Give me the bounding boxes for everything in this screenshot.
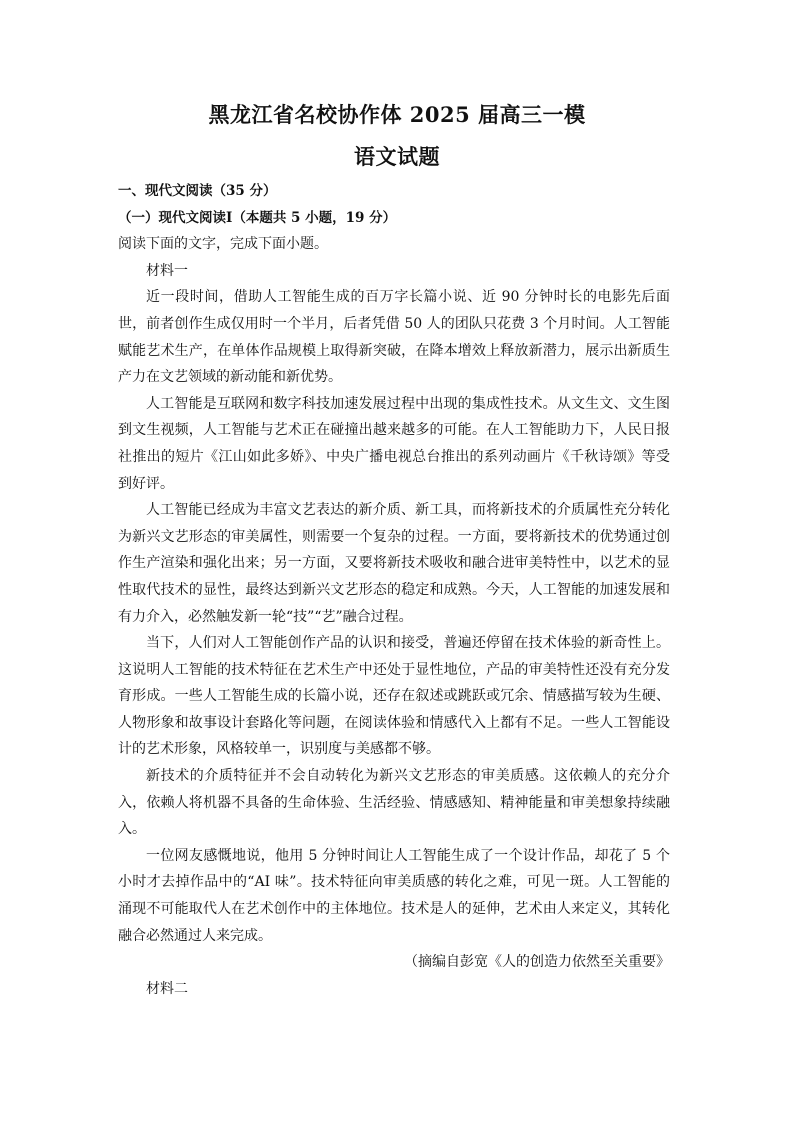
subsection-heading: （一）现代文阅读Ⅰ（本题共 5 小题，19 分） [118,209,397,226]
section-heading: 一、现代文阅读（35 分） [118,183,277,199]
paragraph: 一位网友感慨地说，他用 5 分钟时间让人工智能生成了一个设计作品，却花了 5 个小时才去掉作品中的“AI 味”。技术特征向审美质感的转化之难，可见一斑。人工智能的涌现不可能取代人在艺术创作中的主体地位。技术是人的延伸，艺术由人来定义，其转化融合必然通过人来完成。 [118,847,670,944]
paragraph: 近一段时间，借助人工智能生成的百万字长篇小说、近 90 分钟时长的电影先后面世，前者创作生成仅用时一个半月，后者凭借 50 人的团队只花费 3 个月时间。人工智能赋能艺术生产，在单体作品规模上取得新突破，在降本增效上释放新潜力，展示出新质生产力在文艺领域的新动能和新优势。 [118,289,670,386]
paragraph: 当下，人们对人工智能创作产品的认识和接受，普遍还停留在技术体验的新奇性上。这说明人工智能的技术特征在艺术生产中还处于显性地位，产品的审美特性还没有充分发育形成。一些人工智能生成的长篇小说，还存在叙述或跳跃或冗余、情感描写较为生硬、人物形象和故事设计套路化等问题，在阅读体验和情感代入上都有不足。一些人工智能设计的艺术形象，风格较单一，识别度与美感都不够。 [118,635,670,758]
material-two-label: 材料二 [146,980,188,997]
instruction-text: 阅读下面的文字，完成下面小题。 [118,236,328,253]
exam-title: 黑龙江省名校协作体 2025 届高三一模 [208,102,586,127]
paragraph: 人工智能已经成为丰富文艺表达的新介质、新工具，而将新技术的介质属性充分转化为新兴文艺形态的审美属性，则需要一个复杂的过程。一方面，要将新技术的优势通过创作生产渲染和强化出来；另一方面，又要将新技术吸收和融合进审美特性中，以艺术的显性取代技术的显性，最终达到新兴文艺形态的稳定和成熟。今天，人工智能的加速发展和有力介入，必然触发新一轮“技”“艺”融合过程。 [118,502,670,625]
source-citation: （摘编自彭宽《人的创造力依然至关重要》 [404,954,670,971]
material-one-label: 材料一 [146,262,188,279]
exam-subtitle: 语文试题 [354,144,440,169]
exam-content [118,178,670,1002]
paragraph: 人工智能是互联网和数字科技加速发展过程中出现的集成性技术。从文生文、文生图到文生视频，人工智能与艺术正在碰撞出越来越多的可能。在人工智能助力下，人民日报社推出的短片《江山如此多娇》、中央广播电视总台推出的系列动画片《千秋诗颂》等受到好评。 [118,395,670,492]
paragraph: 新技术的介质特征并不会自动转化为新兴文艺形态的审美质感。这依赖人的充分介入，依赖人将机器不具备的生命体验、生活经验、情感感知、精神能量和审美想象持续融入。 [118,768,670,838]
